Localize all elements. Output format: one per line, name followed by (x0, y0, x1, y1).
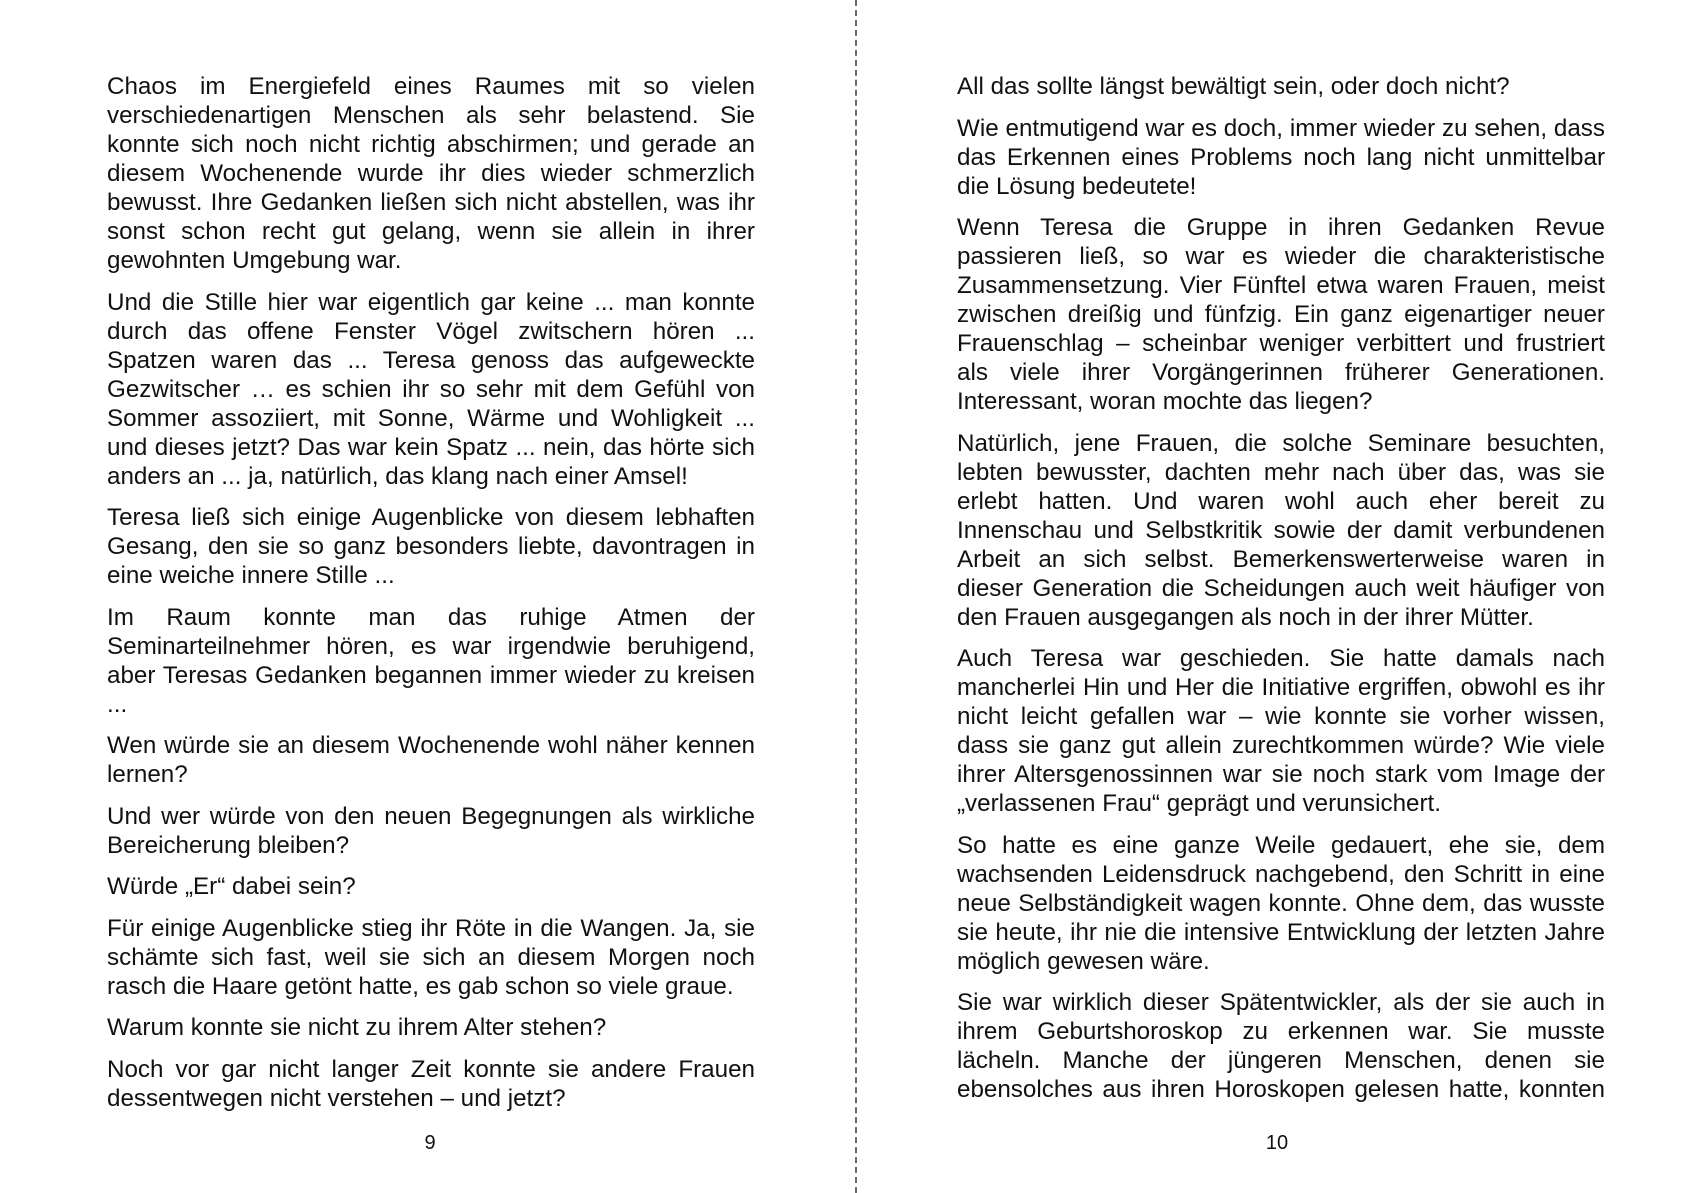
paragraph: Teresa ließ sich einige Augenblicke von diesem lebhaften Gesang, den sie so ganz besonders liebte, davontragen in eine weiche innere Stille ... (107, 504, 755, 589)
page-number: 9 (424, 1132, 436, 1154)
paragraph: Für einige Augenblicke stieg ihr Röte in die Wangen. Ja, sie schämte sich fast, weil sie sich an diesem Morgen noch rasch die Haare getönt hatte, es gab schon so viele graue. (107, 914, 755, 1000)
paragraph: Im Raum konnte man das ruhige Atmen der Seminarteilnehmer hören, es war irgendwie beruhigend, aber Teresas Gedanken begannen immer wieder zu kreisen ... (107, 603, 755, 718)
paragraph: Wen würde sie an diesem Wochenende wohl näher kennen lernen? (107, 732, 755, 788)
paragraph: Und die Stille hier war eigentlich gar keine ... man konnte durch das offene Fenster Vögel zwitschern hören ... Spatzen waren das ... Teresa genoss das aufgeweckte Gezwitscher … es schien ihr so sehr mit dem Gefühl von Sommer assoziiert, mit Sonne, Wärme und Wohligkeit ... und dieses jetzt? Das war kein Spatz ... nein, das hörte sich anders an ... ja, natürlich, das klang nach einer Amsel! (107, 288, 755, 490)
paragraph: Noch vor gar nicht langer Zeit konnte sie andere Frauen dessentwegen nicht verstehen – und jetzt? (107, 1055, 755, 1112)
paragraph: Wie entmutigend war es doch, immer wieder zu sehen, dass das Erkennen eines Problems noch lang nicht unmittelbar die Lösung bedeutete! (957, 114, 1605, 200)
page-number: 10 (1265, 1132, 1289, 1154)
left-page-text (107, 72, 755, 1113)
paragraph: Sie war wirklich dieser Spätentwickler, als der sie auch in ihrem Geburtshoroskop zu erkennen war. Sie musste lächeln. Manche der jüngeren Menschen, denen sie ebensolches aus ihren Horoskopen gelesen hatte, konnten (957, 989, 1605, 1103)
right-page-text (957, 72, 1605, 1104)
paragraph: Chaos im Energiefeld eines Raumes mit so vielen verschiedenartigen Menschen als sehr belastend. Sie konnte sich noch nicht richtig abschirmen; und gerade an diesem Wochenende wurde ihr dies wieder schmerzlich bewusst. Ihre Gedanken ließen sich nicht abstellen, was ihr sonst schon recht gut gelang, wenn sie allein in ihrer gewohnten Umgebung war. (107, 73, 755, 274)
paragraph: Und wer würde von den neuen Begegnungen als wirkliche Bereicherung bleiben? (107, 802, 755, 859)
paragraph: All das sollte längst bewältigt sein, oder doch nicht? (957, 73, 1510, 100)
paragraph: Auch Teresa war geschieden. Sie hatte damals nach mancherlei Hin und Her die Initiative ergriffen, obwohl es ihr nicht leicht gefallen war – wie konnte sie vorher wissen, dass sie ganz gut allein zurechtkommen würde? Wie viele ihrer Altersgenossinnen war sie noch stark vom Image der „verlassenen Frau“ geprägt und verunsichert. (957, 645, 1605, 817)
paragraph: Würde „Er“ dabei sein? (107, 873, 356, 900)
paragraph: Warum konnte sie nicht zu ihrem Alter stehen? (107, 1014, 607, 1041)
right-page (857, 0, 1695, 1193)
paragraph: Wenn Teresa die Gruppe in ihren Gedanken Revue passieren ließ, so war es wieder die charakteristische Zusammensetzung. Vier Fünftel etwa waren Frauen, meist zwischen dreißig und fünfzig. Ein ganz eigenartiger neuer Frauenschlag – scheinbar weniger verbittert und frustriert als viele ihrer Vorgängerinnen früherer Generationen. Interessant, woran mochte das liegen? (957, 214, 1605, 415)
paragraph: So hatte es eine ganze Weile gedauert, ehe sie, dem wachsenden Leidensdruck nachgebend, den Schritt in eine neue Selbständigkeit wagen konnte. Ohne dem, das wusste sie heute, ihr nie die intensive Entwicklung der letzten Jahre möglich gewesen wäre. (957, 831, 1605, 975)
paragraph: Natürlich, jene Frauen, die solche Seminare besuchten, lebten bewusster, dachten mehr nach über das, was sie erlebt hatten. Und waren wohl auch eher bereit zu Innenschau und Selbstkritik sowie der damit verbundenen Arbeit an sich selbst. Bemerkenswerterweise waren in dieser Generation die Scheidungen auch weit häufiger von den Frauen ausgegangen als noch in der ihrer Mütter. (957, 429, 1605, 631)
